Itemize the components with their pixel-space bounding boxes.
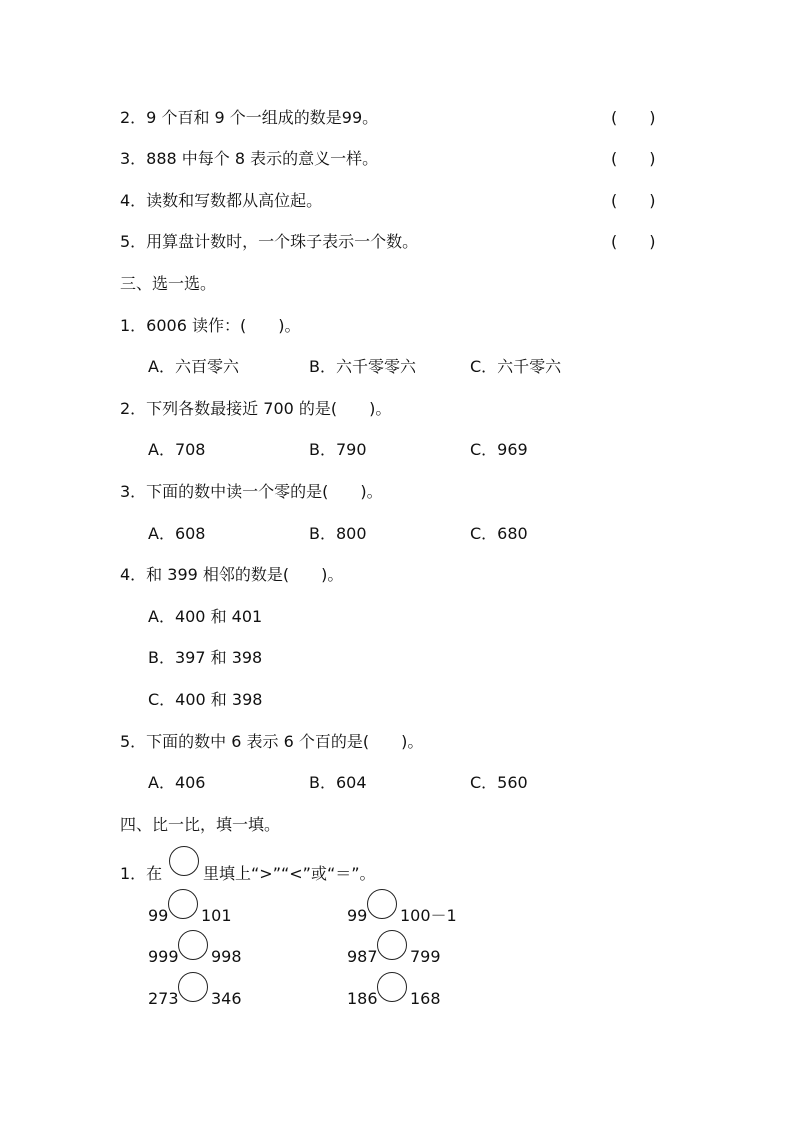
circle-icon: [169, 846, 199, 876]
section-title: 三、选一选。: [120, 274, 217, 293]
question-4: 4．和 399 相邻的数是( )。: [120, 565, 344, 584]
answer-parentheses[interactable]: ( ): [611, 232, 656, 251]
compare-circle[interactable]: [168, 889, 198, 919]
option-b[interactable]: B．604: [309, 773, 367, 792]
compare-right: 100－1: [400, 906, 457, 925]
option-a[interactable]: A．406: [148, 773, 206, 792]
option-b[interactable]: B．800: [309, 524, 367, 543]
judge-item-3: 3．888 中每个 8 表示的意义一样。: [120, 149, 379, 168]
option-a[interactable]: A．400 和 401: [148, 607, 263, 626]
compare-right: 998: [211, 947, 242, 966]
compare-right: 346: [211, 989, 242, 1008]
compare-right: 799: [410, 947, 441, 966]
option-a[interactable]: A．608: [148, 524, 206, 543]
answer-parentheses[interactable]: ( ): [611, 108, 656, 127]
question-3: 3．下面的数中读一个零的是( )。: [120, 482, 383, 501]
question-1: 1．6006 读作：( )。: [120, 316, 301, 335]
option-b[interactable]: B．六千零零六: [309, 357, 416, 376]
option-c[interactable]: C．560: [470, 773, 528, 792]
instruction-suffix: 里填上“>”“<”或“＝”。: [203, 864, 376, 883]
compare-circle[interactable]: [377, 972, 407, 1002]
compare-left: 186: [347, 989, 378, 1008]
option-c[interactable]: C．六千零六: [470, 357, 562, 376]
answer-parentheses[interactable]: ( ): [611, 191, 656, 210]
section-title: 四、比一比，填一填。: [120, 815, 281, 834]
compare-left: 273: [148, 989, 179, 1008]
compare-left: 99: [347, 906, 368, 925]
question-2: 2．下列各数最接近 700 的是( )。: [120, 399, 392, 418]
compare-circle[interactable]: [178, 930, 208, 960]
compare-left: 99: [148, 906, 169, 925]
option-c[interactable]: C．680: [470, 524, 528, 543]
compare-right: 101: [201, 906, 232, 925]
judge-item-5: 5．用算盘计数时，一个珠子表示一个数。: [120, 232, 419, 251]
judge-item-2: 2．9 个百和 9 个一组成的数是99。: [120, 108, 379, 127]
compare-circle[interactable]: [377, 930, 407, 960]
compare-left: 999: [148, 947, 179, 966]
compare-circle[interactable]: [178, 972, 208, 1002]
judge-item-4: 4．读数和写数都从高位起。: [120, 191, 323, 210]
option-c[interactable]: C．400 和 398: [148, 690, 263, 709]
compare-left: 987: [347, 947, 378, 966]
option-a[interactable]: A．六百零六: [148, 357, 239, 376]
option-b[interactable]: B．790: [309, 440, 367, 459]
option-b[interactable]: B．397 和 398: [148, 648, 263, 667]
option-c[interactable]: C．969: [470, 440, 528, 459]
answer-parentheses[interactable]: ( ): [611, 149, 656, 168]
compare-circle[interactable]: [367, 889, 397, 919]
option-a[interactable]: A．708: [148, 440, 206, 459]
question-5: 5．下面的数中 6 表示 6 个百的是( )。: [120, 732, 424, 751]
instruction-prefix: 1．在: [120, 864, 163, 883]
compare-right: 168: [410, 989, 441, 1008]
